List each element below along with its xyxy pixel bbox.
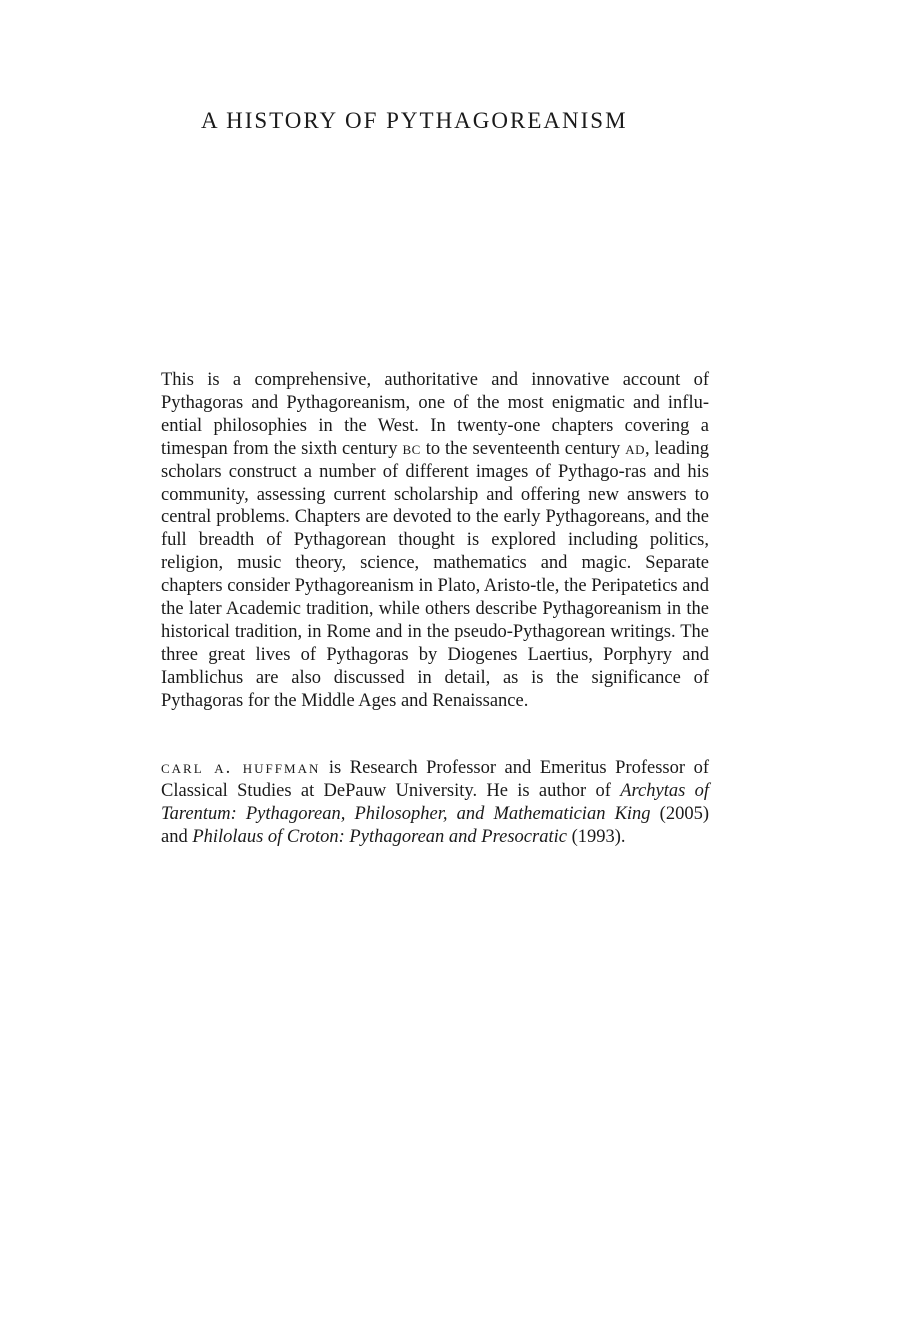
book-description bbox=[161, 369, 709, 713]
description-text-2: to the seventeenth century bbox=[420, 438, 626, 459]
bio-year-1: (2005) and bbox=[161, 803, 709, 847]
book-title: A HISTORY OF PYTHAGOREANISM bbox=[201, 108, 628, 133]
description-text-1: This is a comprehensive, authoritative and innovative account of Pythagoras and Pythagoreanism, one of the most enigmatic and influ-ential philosophies in the West. In twenty-one chapters covering a timespan from the sixth century bbox=[161, 370, 709, 459]
description-text-3: , leading scholars construct a number of different images of Pythago-ras and his community, assessing current scholarship and offering new answers to central problems. Chapters are devoted to the early Pythagoreans, and the full breadth of Pythagorean thought is explored including politics, religion, music theory, science, mathematics and magic. Separate chapters consider Pythagoreanism in Plato, Aristo-tle, the Peripatetics and the later Academic tradition, while others describe Pythagoreanism in the historical tradition, in Rome and in the pseudo-Pythagorean writings. The three great lives of Pythagoras by Diogenes Laertius, Porphyry and Iamblichus are also discussed in detail, as is the significance of Pythagoras for the Middle Ages and Renaissance. bbox=[161, 438, 709, 711]
author-bio bbox=[161, 757, 709, 849]
bio-year-2: (1993). bbox=[566, 826, 626, 847]
era-ad: ad bbox=[625, 438, 645, 459]
bio-text-1: is Research Professor and Emeritus Professor of Classical Studies at DePauw University. He is author of bbox=[161, 758, 709, 801]
book-title-archytas: Archytas of Tarentum: Pythagorean, Philosopher, and Mathematician King bbox=[161, 780, 709, 824]
book-title-philolaus: Philolaus of Croton: Pythagorean and Presocratic bbox=[192, 826, 567, 847]
author-name: carl a. huffman bbox=[161, 758, 321, 778]
era-bc: bc bbox=[402, 438, 421, 459]
